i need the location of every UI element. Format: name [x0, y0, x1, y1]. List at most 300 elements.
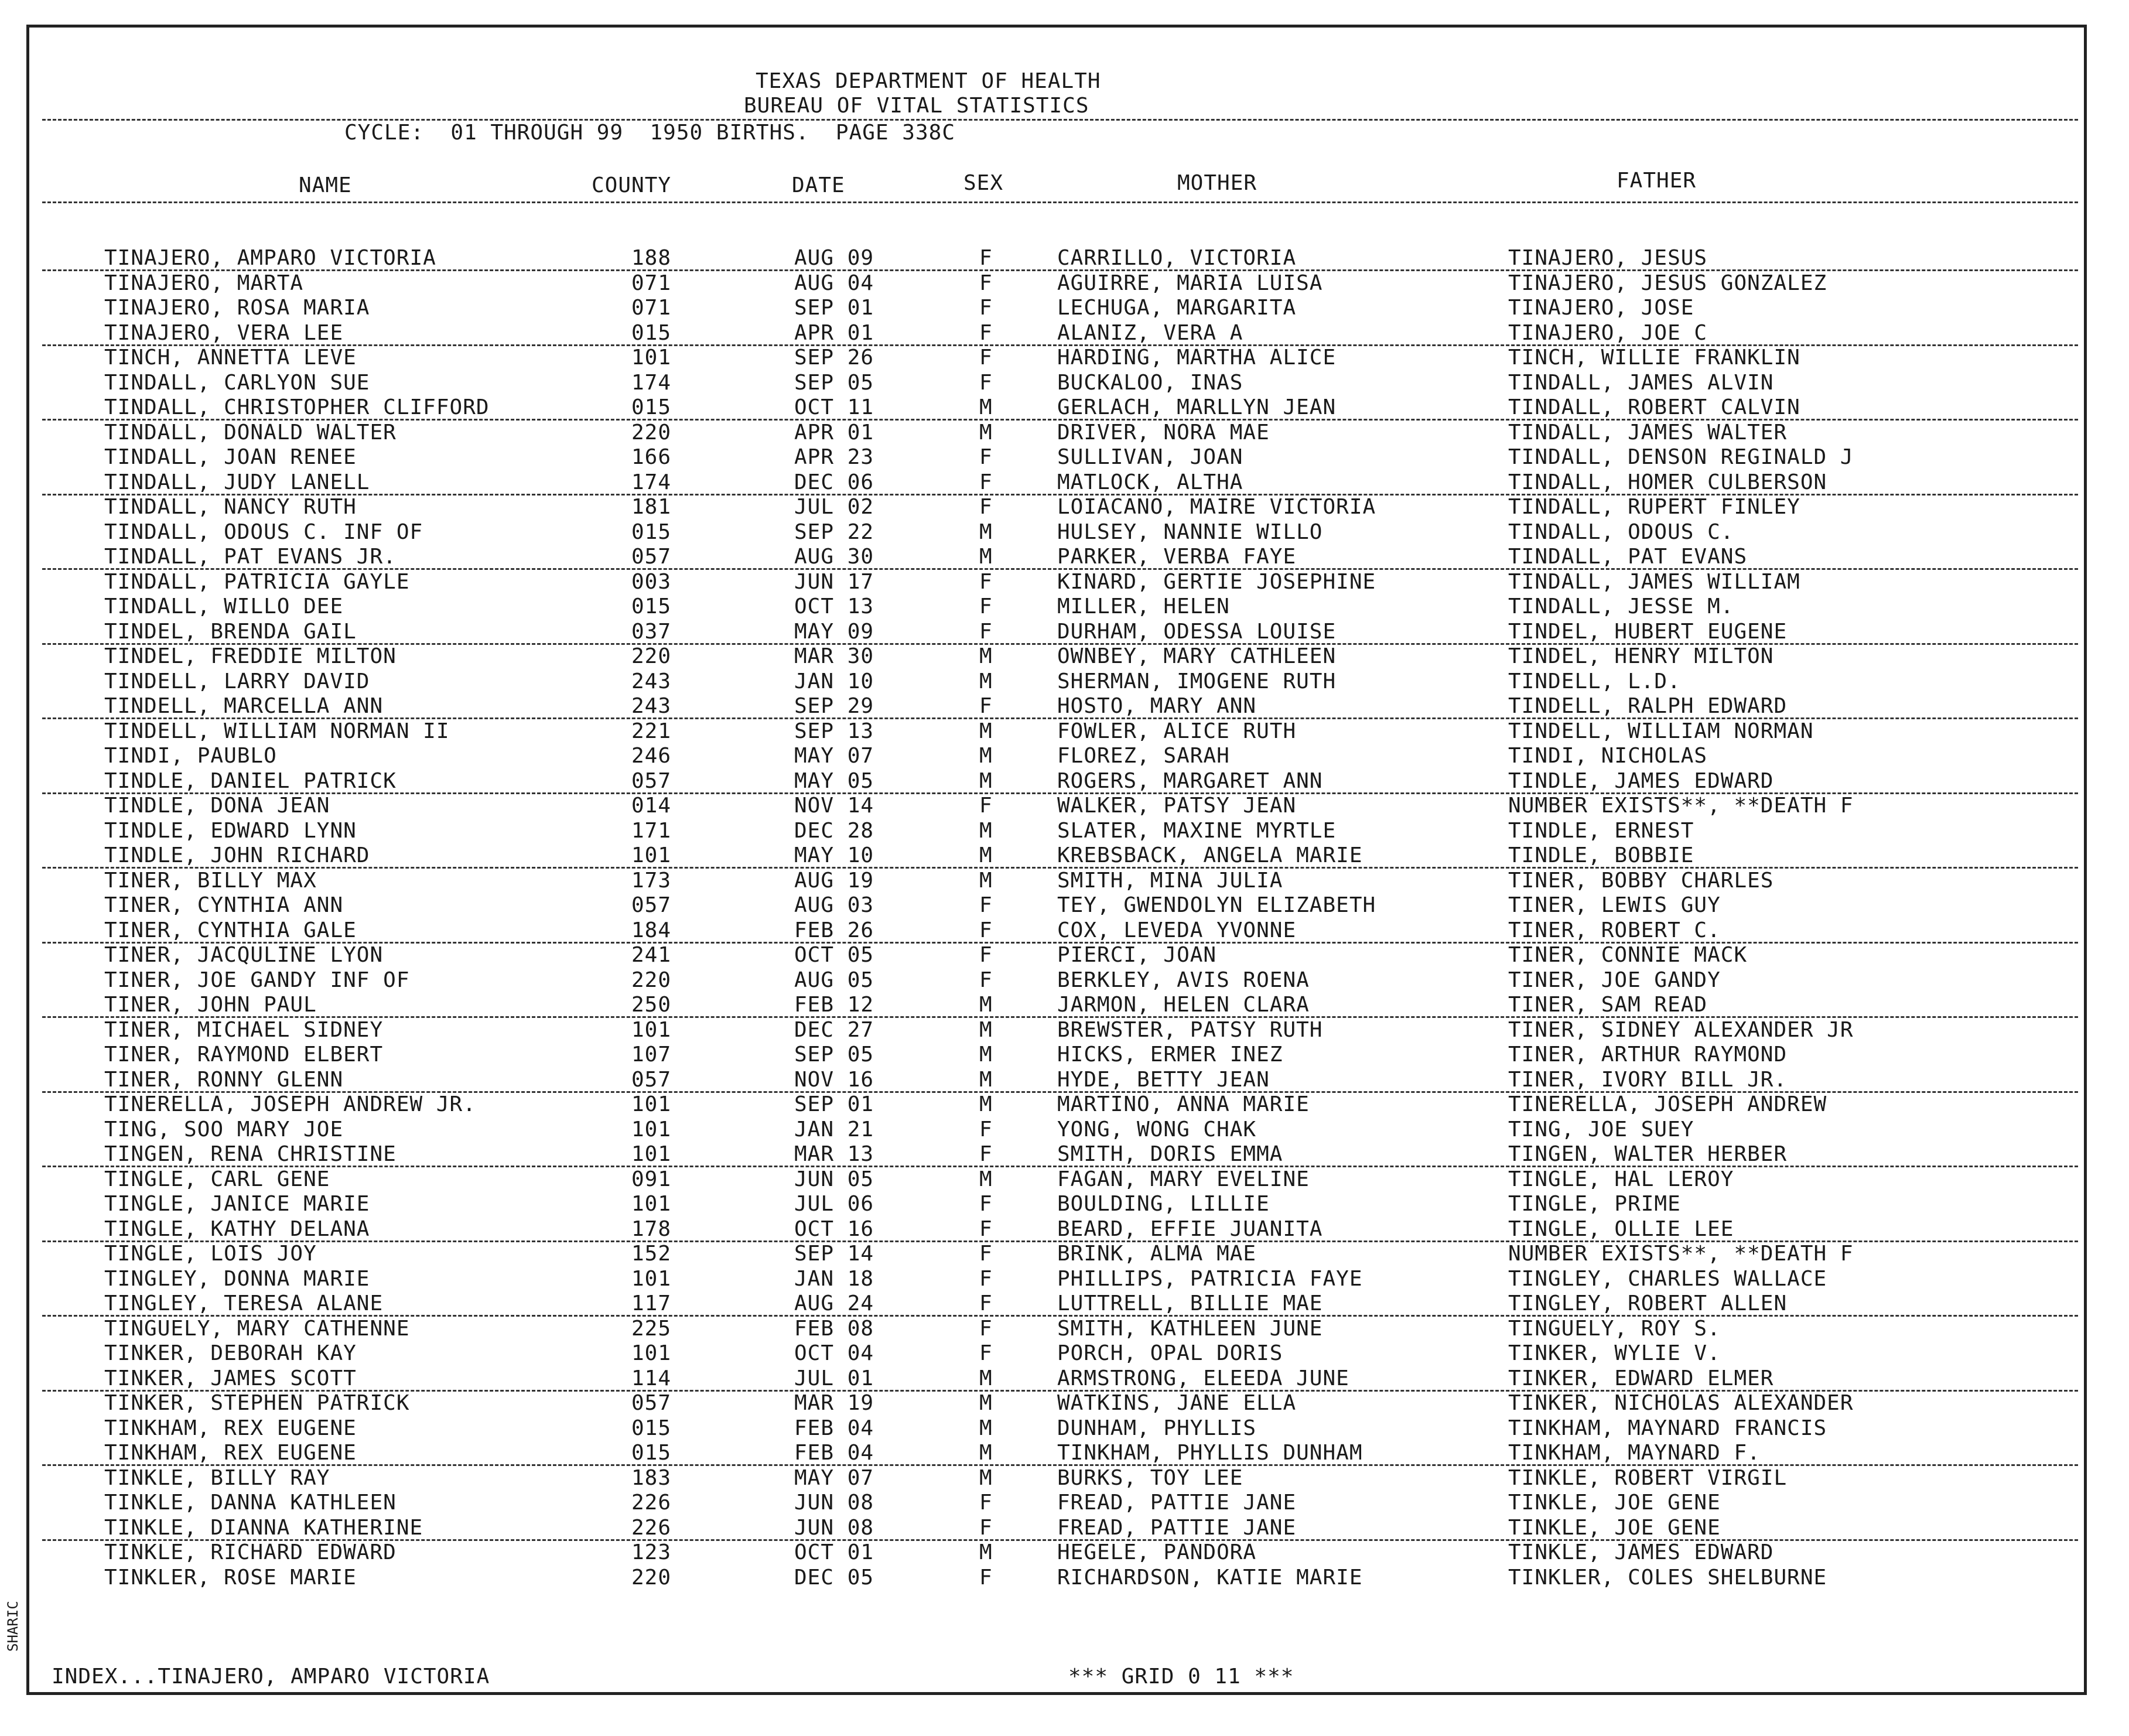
record-sex: M [979, 768, 993, 793]
record-county: 101 [631, 1192, 672, 1216]
record-sex: M [979, 1092, 993, 1116]
record-mother: HYDE, BETTY JEAN [1057, 1067, 1270, 1092]
record-sex: F [979, 1192, 993, 1216]
record-row [0, 1242, 2129, 1267]
record-mother: KREBSBACK, ANGELA MARIE [1057, 843, 1363, 867]
record-county: 101 [631, 1092, 672, 1116]
record-county: 101 [631, 1142, 672, 1166]
record-mother: FAGAN, MARY EVELINE [1057, 1167, 1310, 1191]
record-date: SEP 29 [794, 694, 874, 718]
record-county: 071 [631, 296, 672, 320]
record-mother: LOIACANO, MAIRE VICTORIA [1057, 495, 1376, 519]
record-county: 071 [631, 271, 672, 295]
side-label: SHARIC [5, 1601, 21, 1652]
record-county: 057 [631, 1067, 672, 1092]
record-row [0, 421, 2129, 446]
record-county: 181 [631, 495, 672, 519]
record-father: TINGLE, OLLIE LEE [1508, 1216, 1734, 1241]
record-name: TINDALL, PAT EVANS JR. [104, 545, 397, 569]
column-header-county: COUNTY [592, 173, 672, 197]
record-father: TINKLER, COLES SHELBURNE [1508, 1565, 1827, 1590]
record-name: TINGLEY, TERESA ALANE [104, 1291, 384, 1315]
record-row [0, 1566, 2129, 1591]
record-date: JUL 01 [794, 1366, 874, 1390]
record-row [0, 1466, 2129, 1491]
record-father: TINDALL, JAMES WILLIAM [1508, 569, 1800, 594]
record-sex: M [979, 1043, 993, 1067]
record-sex: F [979, 694, 993, 718]
record-name: TINDALL, WILLO DEE [104, 594, 344, 618]
record-name: TINGLE, KATHY DELANA [104, 1216, 370, 1241]
record-county: 221 [631, 719, 672, 743]
record-row [0, 1043, 2129, 1068]
record-county: 123 [631, 1540, 672, 1564]
record-row [0, 1267, 2129, 1292]
record-county: 015 [631, 520, 672, 544]
record-date: MAY 10 [794, 843, 874, 867]
record-name: TINGUELY, MARY CATHENNE [104, 1316, 410, 1341]
record-row [0, 1540, 2129, 1566]
record-name: TING, SOO MARY JOE [104, 1117, 344, 1142]
record-date: AUG 09 [794, 246, 874, 270]
record-row [0, 594, 2129, 620]
record-date: SEP 26 [794, 346, 874, 370]
record-county: 188 [631, 246, 672, 270]
record-row [0, 843, 2129, 869]
record-date: JAN 10 [794, 669, 874, 693]
record-name: TINDLE, DANIEL PATRICK [104, 768, 397, 793]
record-row [0, 869, 2129, 894]
record-date: SEP 22 [794, 520, 874, 544]
record-county: 015 [631, 1441, 672, 1465]
record-sex: M [979, 545, 993, 569]
record-date: AUG 05 [794, 968, 874, 992]
record-date: AUG 04 [794, 271, 874, 295]
record-county: 015 [631, 1416, 672, 1440]
record-name: TINKHAM, REX EUGENE [104, 1416, 357, 1440]
record-father: TINDALL, ODOUS C. [1508, 520, 1734, 544]
record-father: TINDELL, RALPH EDWARD [1508, 694, 1788, 718]
record-county: 226 [631, 1491, 672, 1515]
record-date: JUN 08 [794, 1491, 874, 1515]
record-date: OCT 01 [794, 1540, 874, 1564]
record-row [0, 620, 2129, 645]
record-county: 174 [631, 370, 672, 395]
record-date: MAY 07 [794, 744, 874, 768]
record-date: FEB 26 [794, 918, 874, 942]
record-father: TING, JOE SUEY [1508, 1117, 1694, 1142]
record-sex: F [979, 1341, 993, 1365]
record-date: FEB 04 [794, 1441, 874, 1465]
record-date: FEB 08 [794, 1316, 874, 1341]
record-county: 101 [631, 1117, 672, 1142]
record-sex: F [979, 271, 993, 295]
record-name: TINDLE, DONA JEAN [104, 794, 330, 818]
records-table [0, 246, 2129, 1590]
record-father: TINKLE, JAMES EDWARD [1508, 1540, 1774, 1564]
record-sex: F [979, 943, 993, 967]
record-name: TINER, CYNTHIA ANN [104, 893, 344, 917]
record-sex: F [979, 1291, 993, 1315]
record-county: 173 [631, 868, 672, 893]
record-mother: SMITH, DORIS EMMA [1057, 1142, 1283, 1166]
record-name: TINER, CYNTHIA GALE [104, 918, 357, 942]
record-sex: F [979, 495, 993, 519]
record-father: TINGLEY, CHARLES WALLACE [1508, 1266, 1827, 1291]
record-mother: ALANIZ, VERA A [1057, 320, 1243, 345]
record-mother: BOULDING, LILLIE [1057, 1192, 1270, 1216]
record-mother: PORCH, OPAL DORIS [1057, 1341, 1283, 1365]
record-sex: F [979, 893, 993, 917]
record-mother: SLATER, MAXINE MYRTLE [1057, 818, 1337, 843]
record-mother: PARKER, VERBA FAYE [1057, 545, 1297, 569]
record-father: TINGLE, HAL LEROY [1508, 1167, 1734, 1191]
record-row [0, 719, 2129, 744]
record-county: 184 [631, 918, 672, 942]
record-name: TINERELLA, JOSEPH ANDREW JR. [104, 1092, 476, 1116]
record-mother: AGUIRRE, MARIA LUISA [1057, 271, 1323, 295]
record-row [0, 321, 2129, 346]
record-sex: F [979, 794, 993, 818]
record-row [0, 470, 2129, 495]
record-name: TINCH, ANNETTA LEVE [104, 346, 357, 370]
record-mother: FREAD, PATTIE JANE [1057, 1491, 1297, 1515]
record-county: 243 [631, 694, 672, 718]
record-date: APR 23 [794, 445, 874, 469]
record-sex: M [979, 843, 993, 867]
record-mother: TINKHAM, PHYLLIS DUNHAM [1057, 1441, 1363, 1465]
record-sex: F [979, 594, 993, 618]
record-father: TINDALL, ROBERT CALVIN [1508, 395, 1800, 419]
record-sex: M [979, 1067, 993, 1092]
record-sex: F [979, 619, 993, 644]
record-mother: DUNHAM, PHYLLIS [1057, 1416, 1257, 1440]
record-father: TINKER, EDWARD ELMER [1508, 1366, 1774, 1390]
record-date: JUL 06 [794, 1192, 874, 1216]
record-sex: M [979, 1391, 993, 1415]
record-name: TINDALL, DONALD WALTER [104, 420, 397, 445]
record-father: TINDEL, HUBERT EUGENE [1508, 619, 1788, 644]
record-sex: F [979, 1142, 993, 1166]
record-mother: HULSEY, NANNIE WILLO [1057, 520, 1323, 544]
record-mother: BERKLEY, AVIS ROENA [1057, 968, 1310, 992]
record-sex: M [979, 420, 993, 445]
record-date: AUG 19 [794, 868, 874, 893]
record-father: TINER, JOE GANDY [1508, 968, 1721, 992]
record-row [0, 1317, 2129, 1342]
record-name: TINER, JOE GANDY INF OF [104, 968, 410, 992]
record-date: AUG 03 [794, 893, 874, 917]
record-row [0, 694, 2129, 719]
cycle-line: CYCLE: 01 THROUGH 99 1950 BIRTHS. PAGE 338C [344, 121, 955, 145]
record-sex: F [979, 1242, 993, 1266]
record-mother: HICKS, ERMER INEZ [1057, 1043, 1283, 1067]
record-date: JUN 17 [794, 569, 874, 594]
record-sex: M [979, 669, 993, 693]
record-name: TINKHAM, REX EUGENE [104, 1441, 357, 1465]
record-father: TINDALL, RUPERT FINLEY [1508, 495, 1800, 519]
record-sex: M [979, 993, 993, 1017]
record-row [0, 918, 2129, 944]
record-sex: F [979, 346, 993, 370]
record-sex: F [979, 918, 993, 942]
record-mother: ROGERS, MARGARET ANN [1057, 768, 1323, 793]
record-name: TINKER, JAMES SCOTT [104, 1366, 357, 1390]
record-name: TINDELL, MARCELLA ANN [104, 694, 384, 718]
record-name: TINDLE, EDWARD LYNN [104, 818, 357, 843]
record-mother: LECHUGA, MARGARITA [1057, 296, 1297, 320]
record-sex: F [979, 1316, 993, 1341]
record-county: 037 [631, 619, 672, 644]
column-header-name: NAME [299, 173, 352, 197]
record-sex: M [979, 520, 993, 544]
record-father: TINGEN, WALTER HERBER [1508, 1142, 1788, 1166]
record-sex: M [979, 1465, 993, 1490]
record-county: 057 [631, 1391, 672, 1415]
record-mother: GERLACH, MARLLYN JEAN [1057, 395, 1337, 419]
record-sex: M [979, 1167, 993, 1191]
record-date: JUN 08 [794, 1515, 874, 1540]
record-mother: DURHAM, ODESSA LOUISE [1057, 619, 1337, 644]
record-father: TINER, ARTHUR RAYMOND [1508, 1043, 1788, 1067]
record-mother: JARMON, HELEN CLARA [1057, 993, 1310, 1017]
record-sex: F [979, 370, 993, 395]
bureau-title: BUREAU OF VITAL STATISTICS [744, 94, 1089, 118]
record-sex: M [979, 1416, 993, 1440]
record-sex: M [979, 744, 993, 768]
record-date: OCT 16 [794, 1216, 874, 1241]
record-mother: WATKINS, JANE ELLA [1057, 1391, 1297, 1415]
record-county: 015 [631, 594, 672, 618]
record-father: TINDLE, ERNEST [1508, 818, 1694, 843]
record-name: TINKLE, DIANNA KATHERINE [104, 1515, 423, 1540]
record-date: MAY 07 [794, 1465, 874, 1490]
record-mother: BEARD, EFFIE JUANITA [1057, 1216, 1323, 1241]
record-county: 166 [631, 445, 672, 469]
record-row [0, 769, 2129, 794]
record-mother: BREWSTER, PATSY RUTH [1057, 1017, 1323, 1042]
record-father: TINKLE, JOE GENE [1508, 1491, 1721, 1515]
record-name: TINGLE, LOIS JOY [104, 1242, 317, 1266]
record-row [0, 819, 2129, 844]
record-name: TINAJERO, VERA LEE [104, 320, 344, 345]
record-father: TINKHAM, MAYNARD F. [1508, 1441, 1761, 1465]
record-date: MAY 05 [794, 768, 874, 793]
record-father: TINKER, NICHOLAS ALEXANDER [1508, 1391, 1854, 1415]
record-mother: SULLIVAN, JOAN [1057, 445, 1243, 469]
record-name: TINGLE, CARL GENE [104, 1167, 330, 1191]
record-row [0, 1516, 2129, 1541]
record-father: NUMBER EXISTS**, **DEATH F [1508, 794, 1854, 818]
record-county: 101 [631, 346, 672, 370]
record-county: 057 [631, 768, 672, 793]
department-title: TEXAS DEPARTMENT OF HEALTH [756, 69, 1101, 93]
record-date: FEB 12 [794, 993, 874, 1017]
record-date: OCT 11 [794, 395, 874, 419]
record-row [0, 371, 2129, 396]
record-name: TINDELL, LARRY DAVID [104, 669, 370, 693]
record-sex: F [979, 1216, 993, 1241]
record-county: 015 [631, 320, 672, 345]
record-date: FEB 04 [794, 1416, 874, 1440]
record-mother: BURKS, TOY LEE [1057, 1465, 1243, 1490]
record-name: TINER, JACQULINE LYON [104, 943, 384, 967]
record-row [0, 1366, 2129, 1392]
record-date: DEC 06 [794, 470, 874, 494]
record-father: TINER, SAM READ [1508, 993, 1708, 1017]
record-row [0, 1491, 2129, 1516]
column-header-father: FATHER [1617, 169, 1697, 193]
record-row [0, 445, 2129, 470]
record-county: 014 [631, 794, 672, 818]
record-mother: PHILLIPS, PATRICIA FAYE [1057, 1266, 1363, 1291]
record-mother: MILLER, HELEN [1057, 594, 1230, 618]
record-county: 226 [631, 1515, 672, 1540]
record-father: TINAJERO, JESUS GONZALEZ [1508, 271, 1827, 295]
record-father: TINER, IVORY BILL JR. [1508, 1067, 1788, 1092]
record-row [0, 943, 2129, 968]
record-date: AUG 24 [794, 1291, 874, 1315]
record-sex: F [979, 320, 993, 345]
record-father: TINAJERO, JOSE [1508, 296, 1694, 320]
record-county: 101 [631, 1017, 672, 1042]
record-date: OCT 13 [794, 594, 874, 618]
record-mother: HOSTO, MARY ANN [1057, 694, 1257, 718]
record-sex: M [979, 719, 993, 743]
record-row [0, 794, 2129, 819]
record-county: 225 [631, 1316, 672, 1341]
record-father: NUMBER EXISTS**, **DEATH F [1508, 1242, 1854, 1266]
record-sex: F [979, 1515, 993, 1540]
record-county: 117 [631, 1291, 672, 1315]
record-mother: OWNBEY, MARY CATHLEEN [1057, 644, 1337, 668]
index-footer: INDEX...TINAJERO, AMPARO VICTORIA [52, 1665, 490, 1689]
record-mother: HARDING, MARTHA ALICE [1057, 346, 1337, 370]
record-name: TINKLER, ROSE MARIE [104, 1565, 357, 1590]
record-county: 178 [631, 1216, 672, 1241]
record-county: 057 [631, 893, 672, 917]
record-name: TINKLE, BILLY RAY [104, 1465, 330, 1490]
record-county: 174 [631, 470, 672, 494]
record-date: SEP 01 [794, 296, 874, 320]
record-sex: M [979, 1540, 993, 1564]
record-sex: F [979, 1117, 993, 1142]
record-row [0, 271, 2129, 296]
record-county: 101 [631, 1266, 672, 1291]
record-row [0, 893, 2129, 918]
record-mother: MATLOCK, ALTHA [1057, 470, 1243, 494]
record-father: TINKLE, JOE GENE [1508, 1515, 1721, 1540]
record-father: TINCH, WILLIE FRANKLIN [1508, 346, 1800, 370]
record-date: JAN 18 [794, 1266, 874, 1291]
record-county: 220 [631, 968, 672, 992]
record-mother: WALKER, PATSY JEAN [1057, 794, 1297, 818]
record-date: DEC 28 [794, 818, 874, 843]
record-county: 091 [631, 1167, 672, 1191]
record-mother: FREAD, PATTIE JANE [1057, 1515, 1297, 1540]
record-sex: F [979, 968, 993, 992]
record-county: 243 [631, 669, 672, 693]
record-father: TINAJERO, JOE C [1508, 320, 1708, 345]
record-mother: SMITH, KATHLEEN JUNE [1057, 1316, 1323, 1341]
record-father: TINGUELY, ROY S. [1508, 1316, 1721, 1341]
record-father: TINER, SIDNEY ALEXANDER JR [1508, 1017, 1854, 1042]
record-name: TINDI, PAUBLO [104, 744, 277, 768]
record-name: TINAJERO, AMPARO VICTORIA [104, 246, 436, 270]
record-name: TINER, RAYMOND ELBERT [104, 1043, 384, 1067]
record-name: TINDEL, FREDDIE MILTON [104, 644, 397, 668]
record-row [0, 968, 2129, 993]
record-name: TINGLE, JANICE MARIE [104, 1192, 370, 1216]
record-name: TINER, BILLY MAX [104, 868, 317, 893]
record-date: DEC 05 [794, 1565, 874, 1590]
record-mother: RICHARDSON, KATIE MARIE [1057, 1565, 1363, 1590]
record-row [0, 1391, 2129, 1416]
record-county: 015 [631, 395, 672, 419]
record-mother: PIERCI, JOAN [1057, 943, 1217, 967]
record-date: SEP 05 [794, 1043, 874, 1067]
record-date: NOV 16 [794, 1067, 874, 1092]
record-father: TINAJERO, JESUS [1508, 246, 1708, 270]
record-date: MAY 09 [794, 619, 874, 644]
record-name: TINDALL, CARLYON SUE [104, 370, 370, 395]
record-name: TINAJERO, MARTA [104, 271, 304, 295]
record-father: TINER, LEWIS GUY [1508, 893, 1721, 917]
record-name: TINDELL, WILLIAM NORMAN II [104, 719, 450, 743]
record-name: TINDALL, JOAN RENEE [104, 445, 357, 469]
record-name: TINDLE, JOHN RICHARD [104, 843, 370, 867]
record-father: TINDELL, L.D. [1508, 669, 1681, 693]
record-row [0, 1167, 2129, 1192]
record-row [0, 495, 2129, 520]
record-father: TINERELLA, JOSEPH ANDREW [1508, 1092, 1827, 1116]
record-father: TINDLE, BOBBIE [1508, 843, 1694, 867]
record-row [0, 669, 2129, 695]
record-name: TINDEL, BRENDA GAIL [104, 619, 357, 644]
record-row [0, 1441, 2129, 1466]
record-date: JUL 02 [794, 495, 874, 519]
record-county: 152 [631, 1242, 672, 1266]
record-father: TINDALL, PAT EVANS [1508, 545, 1748, 569]
record-row [0, 1142, 2129, 1167]
record-county: 250 [631, 993, 672, 1017]
record-county: 220 [631, 644, 672, 668]
column-header-divider [42, 201, 2078, 203]
record-mother: COX, LEVEDA YVONNE [1057, 918, 1297, 942]
record-father: TINDALL, JAMES ALVIN [1508, 370, 1774, 395]
record-sex: F [979, 1491, 993, 1515]
record-father: TINER, CONNIE MACK [1508, 943, 1748, 967]
record-row [0, 346, 2129, 371]
column-header-date: DATE [792, 173, 845, 197]
record-county: 171 [631, 818, 672, 843]
record-father: TINDEL, HENRY MILTON [1508, 644, 1774, 668]
record-sex: F [979, 296, 993, 320]
record-county: 241 [631, 943, 672, 967]
record-row [0, 744, 2129, 769]
record-row [0, 1217, 2129, 1242]
record-father: TINDALL, HOMER CULBERSON [1508, 470, 1827, 494]
record-mother: ARMSTRONG, ELEEDA JUNE [1057, 1366, 1349, 1390]
record-date: NOV 14 [794, 794, 874, 818]
record-county: 101 [631, 843, 672, 867]
record-father: TINGLE, PRIME [1508, 1192, 1681, 1216]
record-mother: LUTTRELL, BILLIE MAE [1057, 1291, 1323, 1315]
record-row [0, 1018, 2129, 1043]
record-county: 003 [631, 569, 672, 594]
record-county: 114 [631, 1366, 672, 1390]
record-mother: KINARD, GERTIE JOSEPHINE [1057, 569, 1376, 594]
